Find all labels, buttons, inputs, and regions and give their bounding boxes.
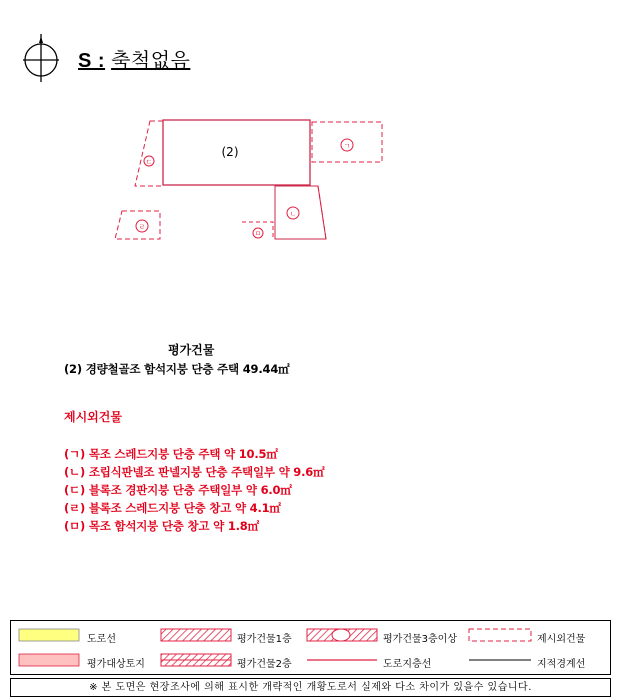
legend-label-target-land: 평가대상토지: [87, 659, 145, 670]
annex-c: [135, 121, 163, 186]
annex-b: [275, 186, 326, 239]
legend: [10, 620, 611, 675]
excluded-item-2: (ㄷ) 블록조 경판지붕 단층 주택일부 약 6.0㎡: [64, 483, 292, 497]
excluded-item-0: (ㄱ) 목조 스레드지붕 단층 주택 약 10.5㎡: [64, 447, 278, 461]
annex-d: [115, 211, 160, 239]
scale-text: 축척없음: [111, 48, 191, 72]
legend-label-floor1: 평가건물1층: [237, 634, 292, 645]
annex-b-label: ㄴ: [289, 210, 297, 218]
direction-mark: S :: [78, 50, 106, 72]
legend-label-road: 도로선: [87, 634, 116, 645]
legend-swatch-excluded: [469, 629, 531, 641]
legend-label-floor2: 평가건물2층: [237, 659, 292, 670]
annex-e-label: ㅁ: [254, 230, 262, 238]
evaluated-item-0: (2) 경량철골조 함석지붕 단층 주택 49.44㎡: [64, 362, 290, 376]
legend-label-road-border: 도로지층선: [383, 659, 432, 670]
legend-swatch-target-land: [19, 654, 79, 666]
footnote: ※ 본 도면은 현장조사에 의해 표시한 개략적인 개황도로서 실제와 다소 차이가 있을수 있습니다.: [10, 678, 611, 697]
excluded-item-4: (ㅁ) 목조 함석지붕 단층 창고 약 1.8㎡: [64, 519, 259, 533]
excluded-item-1: (ㄴ) 조립식판넬조 판넬지붕 단층 주택일부 약 9.6㎡: [64, 465, 325, 479]
building-sketch: [0, 0, 620, 260]
legend-label-floor3: 평가건물3층이상: [383, 634, 457, 645]
main-building-label: (2): [221, 145, 239, 159]
legend-label-cadastral: 지적경계선: [537, 659, 586, 670]
excluded-title: 제시외건물: [64, 410, 122, 424]
excluded-item-3: (ㄹ) 블록조 스레드지붕 단층 창고 약 4.1㎡: [64, 501, 281, 515]
annex-a-label: ㄱ: [343, 142, 351, 150]
annex-c-label: ㄷ: [145, 158, 153, 166]
legend-label-excluded: 제시외건물: [537, 634, 586, 645]
legend-swatch-road: [19, 629, 79, 641]
evaluated-title: 평가건물: [168, 343, 215, 357]
annex-d-label: ㄹ: [138, 223, 146, 231]
legend-swatch-floor1: [161, 629, 231, 641]
